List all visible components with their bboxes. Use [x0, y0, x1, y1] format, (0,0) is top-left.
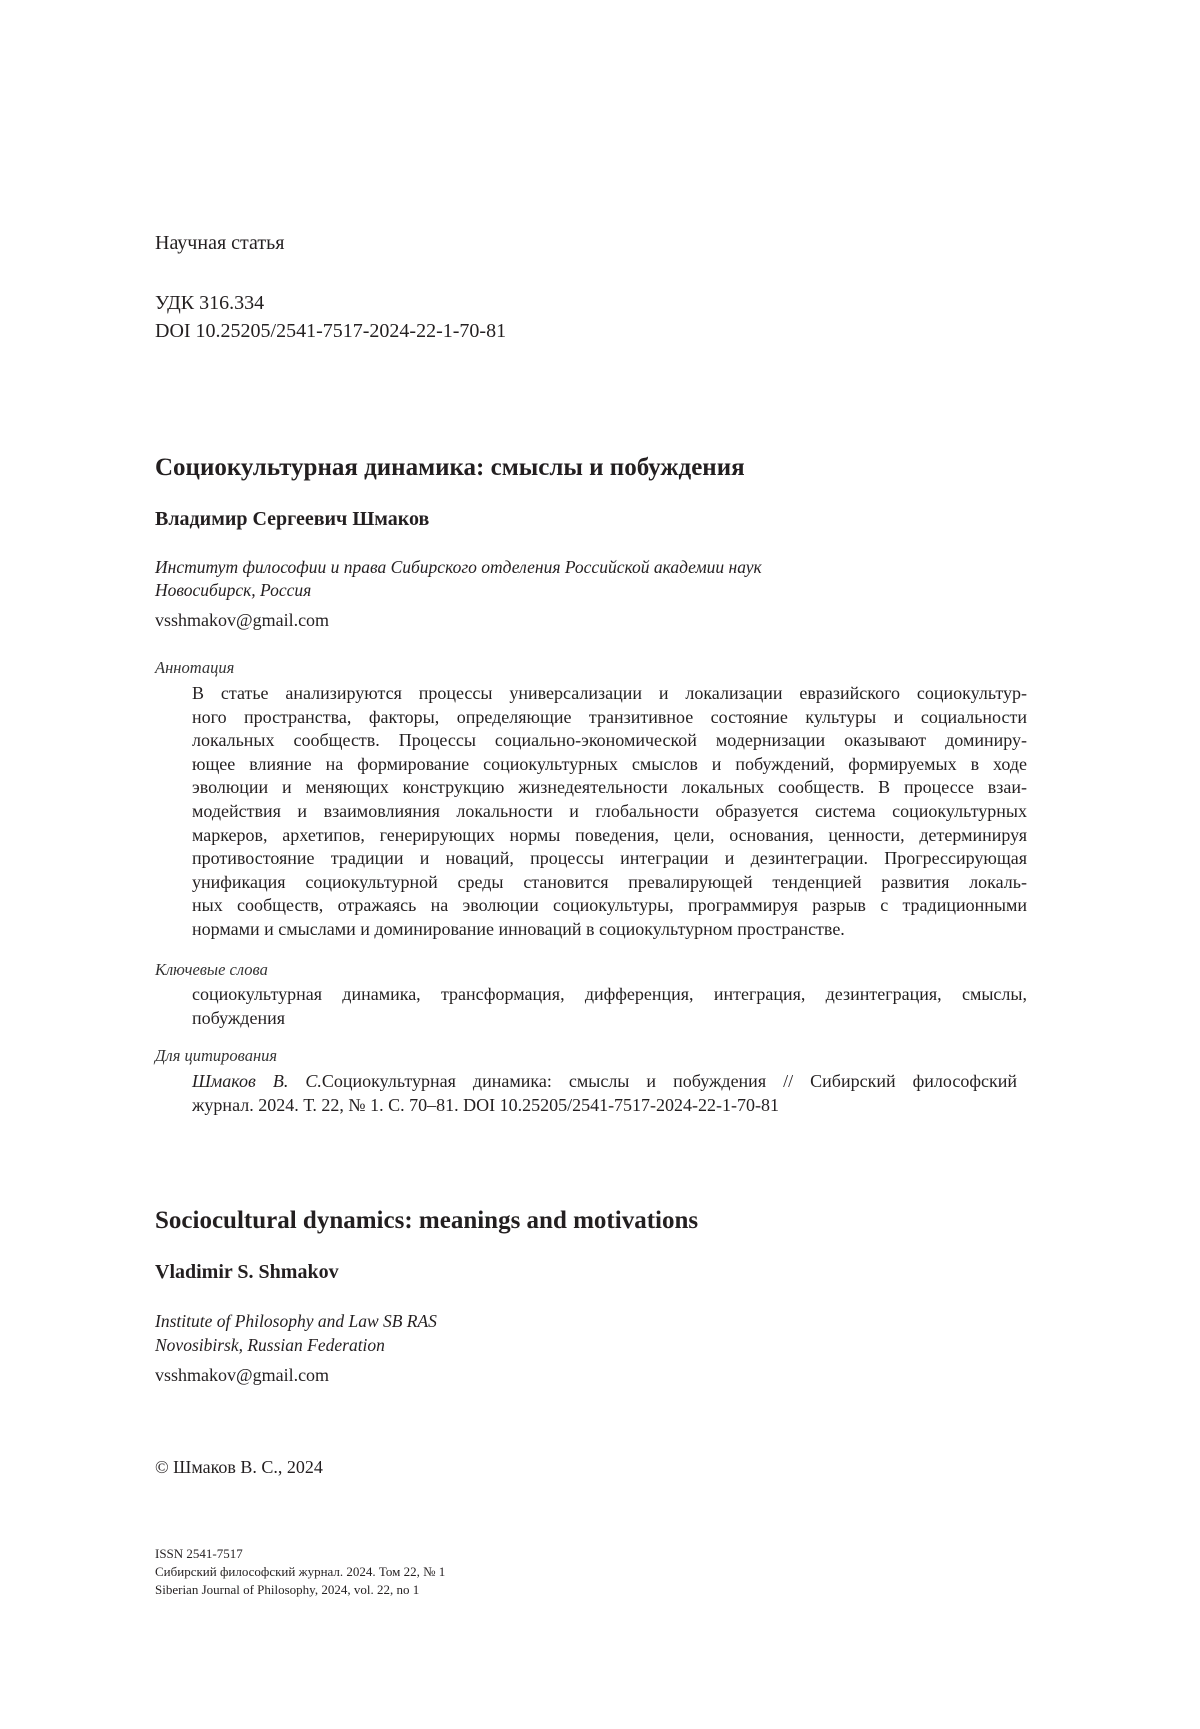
- ru-institution: Институт философии и права Сибирского отделения Российской академии наук: [155, 557, 762, 578]
- en-author: Vladimir S. Shmakov: [155, 1261, 339, 1284]
- abstract-line: противостояние традиции и новаций, процессы интеграции и дезинтеграции. Прогрессирующая: [192, 847, 1027, 871]
- en-title: Sociocultural dynamics: meanings and motivations: [155, 1207, 698, 1235]
- abstract: [192, 682, 1027, 942]
- footer-issn: ISSN 2541-7517: [155, 1545, 243, 1563]
- abstract-line: ных сообществ, отражаясь на эволюции социокультуры, программируя разрыв с традиционными: [192, 894, 1027, 918]
- abstract-line: ного пространства, факторы, определяющие транзитивное состояние культуры и социальности: [192, 706, 1027, 730]
- doi: DOI 10.25205/2541-7517-2024-22-1-70-81: [155, 320, 506, 343]
- keywords: [192, 983, 1027, 1030]
- ru-city: Новосибирск, Россия: [155, 580, 311, 601]
- keywords-label: Ключевые слова: [155, 960, 268, 980]
- abstract-line: эволюции и меняющих конструкцию жизнедеятельности локальных сообществ. В процессе взаи-: [192, 776, 1027, 800]
- abstract-line: локальных сообществ. Процессы социально-экономической модернизации оказывают доминиру-: [192, 729, 1027, 753]
- citation-text-2: журнал. 2024. Т. 22, № 1. С. 70–81. DOI 10.25205/2541-7517-2024-22-1-70-81: [192, 1094, 1017, 1118]
- ru-title: Социокультурная динамика: смыслы и побуждения: [155, 454, 745, 482]
- article-type: Научная статья: [155, 232, 284, 255]
- keywords-line: побуждения: [192, 1007, 1027, 1031]
- abstract-line: маркеров, архетипов, генерирующих нормы поведения, цели, основания, ценности, детерминируя: [192, 824, 1027, 848]
- abstract-line: ющее влияние на формирование социокультурных смыслов и побуждений, формируемых в ходе: [192, 753, 1027, 777]
- abstract-line: унификация социокультурной среды становится превалирующей тенденцией развития локаль-: [192, 871, 1027, 895]
- abstract-label: Аннотация: [155, 658, 234, 678]
- citation-author: Шмаков В. С.: [192, 1071, 322, 1091]
- citation-text: Социокультурная динамика: смыслы и побуждения // Сибирский философский: [322, 1071, 1017, 1091]
- footer-journal-ru: Сибирский философский журнал. 2024. Том 22, № 1: [155, 1563, 445, 1581]
- footer-journal-en: Siberian Journal of Philosophy, 2024, vol. 22, no 1: [155, 1581, 419, 1599]
- citation: [192, 1070, 1017, 1117]
- ru-email[interactable]: vsshmakov@gmail.com: [155, 610, 329, 631]
- udk: УДК 316.334: [155, 292, 264, 315]
- en-city: Novosibirsk, Russian Federation: [155, 1335, 385, 1356]
- ru-author: Владимир Сергеевич Шмаков: [155, 508, 429, 531]
- citation-label: Для цитирования: [155, 1046, 277, 1066]
- abstract-line: нормами и смыслами и доминирование инноваций в социокультурном пространстве.: [192, 918, 1027, 942]
- abstract-line: модействия и взаимовлияния локальности и глобальности образуется система социокультурных: [192, 800, 1027, 824]
- keywords-line: социокультурная динамика, трансформация, дифференция, интеграция, дезинтеграция, смыслы,: [192, 983, 1027, 1007]
- en-institution: Institute of Philosophy and Law SB RAS: [155, 1311, 437, 1332]
- abstract-line: В статье анализируются процессы универсализации и локализации евразийского социокультур-: [192, 682, 1027, 706]
- en-email[interactable]: vsshmakov@gmail.com: [155, 1365, 329, 1386]
- copyright: © Шмаков В. С., 2024: [155, 1457, 323, 1478]
